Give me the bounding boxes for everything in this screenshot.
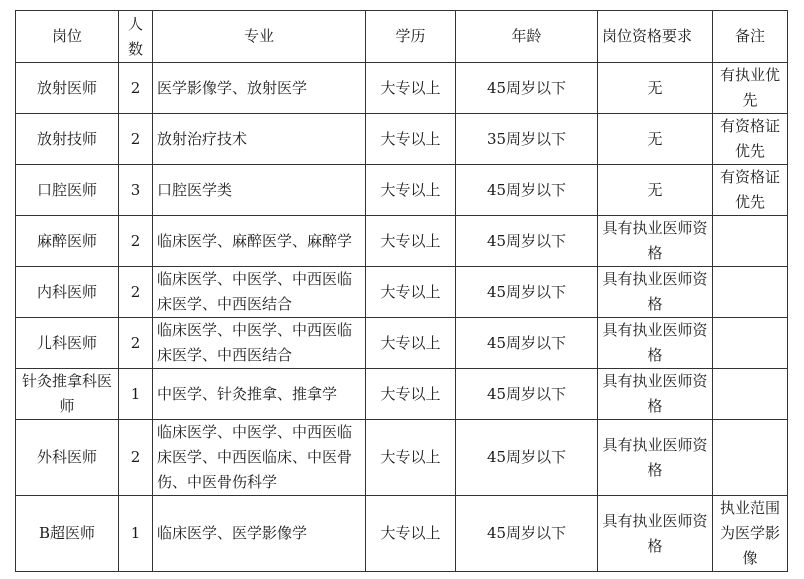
cell-position: 针灸推拿科医师	[16, 369, 119, 420]
header-position: 岗位	[16, 11, 119, 63]
cell-major: 临床医学、医学影像学	[153, 496, 366, 572]
cell-qualification: 具有执业医师资格	[598, 496, 713, 572]
cell-count: 2	[119, 267, 153, 318]
cell-remarks	[713, 420, 788, 496]
cell-count: 1	[119, 496, 153, 572]
cell-major: 临床医学、中医学、中西医临床医学、中西医临床、中医骨伤、中医骨伤科学	[153, 420, 366, 496]
cell-education: 大专以上	[366, 63, 456, 114]
cell-qualification: 具有执业医师资格	[598, 369, 713, 420]
cell-education: 大专以上	[366, 267, 456, 318]
table-row	[16, 114, 788, 165]
header-remarks: 备注	[713, 11, 788, 63]
cell-remarks: 有执业优先	[713, 63, 788, 114]
table-row	[16, 267, 788, 318]
cell-position: 内科医师	[16, 267, 119, 318]
cell-qualification: 无	[598, 63, 713, 114]
header-age: 年龄	[456, 11, 598, 63]
cell-major: 临床医学、中医学、中西医临床医学、中西医结合	[153, 267, 366, 318]
cell-qualification: 无	[598, 114, 713, 165]
cell-age: 45周岁以下	[456, 267, 598, 318]
cell-age: 45周岁以下	[456, 165, 598, 216]
cell-count: 1	[119, 369, 153, 420]
table-row	[16, 496, 788, 572]
cell-education: 大专以上	[366, 420, 456, 496]
table-row	[16, 369, 788, 420]
cell-major: 医学影像学、放射医学	[153, 63, 366, 114]
recruitment-table	[15, 10, 788, 572]
cell-count: 2	[119, 114, 153, 165]
cell-count: 2	[119, 318, 153, 369]
cell-age: 45周岁以下	[456, 369, 598, 420]
cell-position: B超医师	[16, 496, 119, 572]
table-row	[16, 318, 788, 369]
cell-position: 放射医师	[16, 63, 119, 114]
cell-age: 45周岁以下	[456, 420, 598, 496]
cell-education: 大专以上	[366, 318, 456, 369]
table-row	[16, 420, 788, 496]
cell-position: 外科医师	[16, 420, 119, 496]
cell-count: 2	[119, 420, 153, 496]
header-qualification: 岗位资格要求	[598, 11, 713, 63]
header-row	[16, 11, 788, 63]
cell-remarks	[713, 369, 788, 420]
cell-education: 大专以上	[366, 216, 456, 267]
cell-age: 35周岁以下	[456, 114, 598, 165]
cell-age: 45周岁以下	[456, 496, 598, 572]
cell-qualification: 具有执业医师资格	[598, 267, 713, 318]
cell-count: 2	[119, 63, 153, 114]
cell-major: 口腔医学类	[153, 165, 366, 216]
table-row	[16, 165, 788, 216]
cell-age: 45周岁以下	[456, 216, 598, 267]
cell-age: 45周岁以下	[456, 63, 598, 114]
cell-age: 45周岁以下	[456, 318, 598, 369]
cell-position: 儿科医师	[16, 318, 119, 369]
cell-qualification: 具有执业医师资格	[598, 318, 713, 369]
cell-remarks: 执业范围为医学影像	[713, 496, 788, 572]
header-count: 人数	[119, 11, 153, 63]
header-major: 专业	[153, 11, 366, 63]
cell-education: 大专以上	[366, 496, 456, 572]
cell-major: 临床医学、麻醉医学、麻醉学	[153, 216, 366, 267]
cell-count: 2	[119, 216, 153, 267]
header-education: 学历	[366, 11, 456, 63]
cell-position: 麻醉医师	[16, 216, 119, 267]
cell-remarks: 有资格证优先	[713, 114, 788, 165]
cell-remarks	[713, 216, 788, 267]
cell-position: 口腔医师	[16, 165, 119, 216]
cell-education: 大专以上	[366, 114, 456, 165]
cell-education: 大专以上	[366, 369, 456, 420]
table-row	[16, 63, 788, 114]
cell-major: 中医学、针灸推拿、推拿学	[153, 369, 366, 420]
cell-remarks	[713, 318, 788, 369]
cell-major: 临床医学、中医学、中西医临床医学、中西医结合	[153, 318, 366, 369]
cell-remarks: 有资格证优先	[713, 165, 788, 216]
cell-qualification: 无	[598, 165, 713, 216]
table-row	[16, 216, 788, 267]
cell-education: 大专以上	[366, 165, 456, 216]
cell-major: 放射治疗技术	[153, 114, 366, 165]
cell-position: 放射技师	[16, 114, 119, 165]
cell-remarks	[713, 267, 788, 318]
cell-qualification: 具有执业医师资格	[598, 420, 713, 496]
cell-qualification: 具有执业医师资格	[598, 216, 713, 267]
cell-count: 3	[119, 165, 153, 216]
